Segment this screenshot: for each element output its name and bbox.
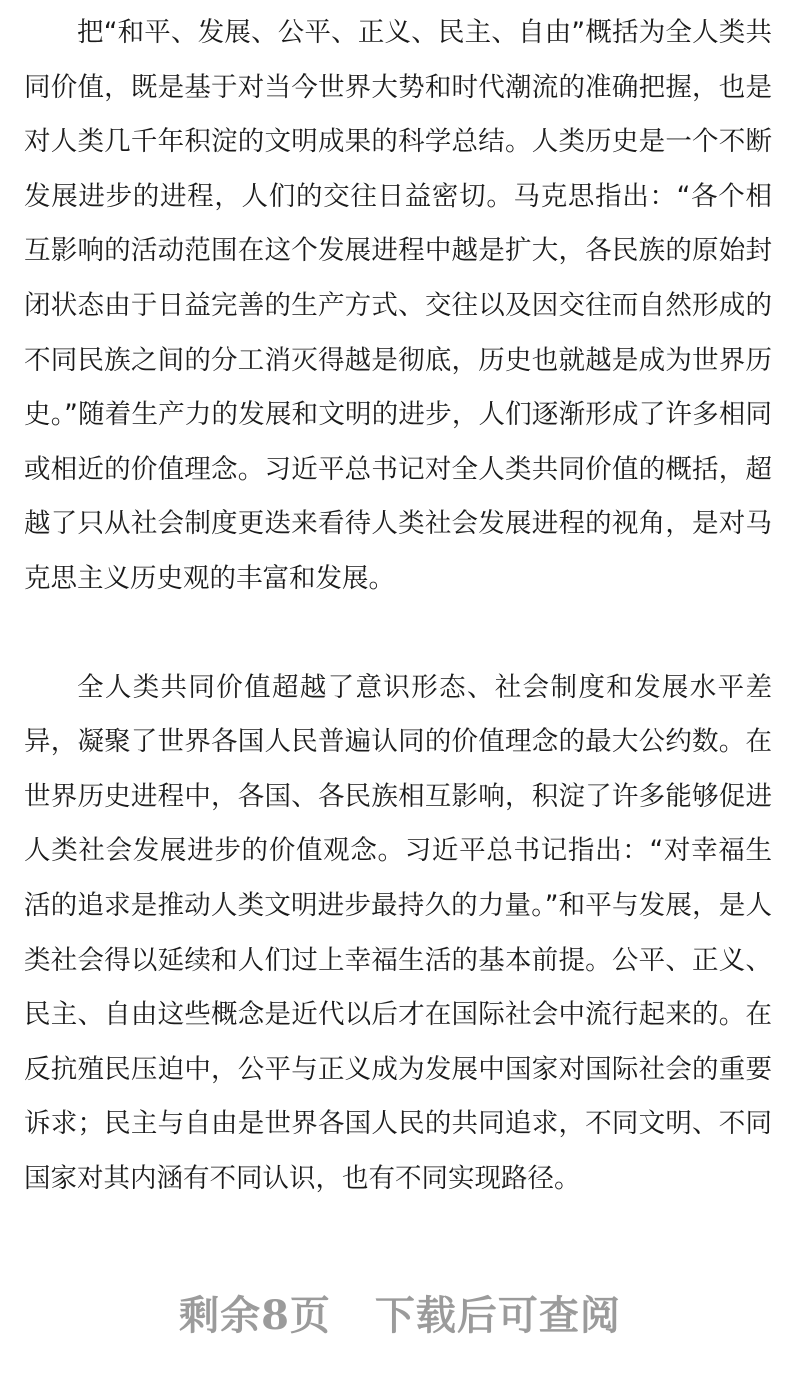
remaining-pages-label: 剩余8页 [179, 1292, 331, 1339]
paragraph: 把“和平、发展、公平、正义、民主、自由”概括为全人类共同价值，既是基于对当今世界大势和时代潮流的准确把握，也是对人类几千年积淀的文明成果的科学总结。人类历史是一个不断发展进步的进程，人们的交往日益密切。马克思指出：“各个相互影响的活动范围在这个发展进程中越是扩大，各民族的原始封闭状态由于日益完善的生产方式、交往以及因交往而自然形成的不同民族之间的分工消灭得越是彻底，历史也就越是成为世界历史。”随着生产力的发展和文明的进步，人们逐渐形成了许多相同或相近的价值理念。习近平总书记对全人类共同价值的概括，超越了只从社会制度更迭来看待人类社会发展进程的视角，是对马克思主义历史观的丰富和发展。 [24, 17, 772, 594]
download-prompt-banner[interactable] [0, 1284, 800, 1341]
document-body [24, 6, 772, 1206]
paragraph: 全人类共同价值超越了意识形态、社会制度和发展水平差异，凝聚了世界各国人民普遍认同的价值理念的最大公约数。在世界历史进程中，各国、各民族相互影响，积淀了许多能够促进人类社会发展进步的价值观念。习近平总书记指出：“对幸福生活的追求是推动人类文明进步最持久的力量。”和平与发展，是人类社会得以延续和人们过上幸福生活的基本前提。公平、正义、民主、自由这些概念是近代以后才在国际社会中流行起来的。在反抗殖民压迫中，公平与正义成为发展中国家对国际社会的重要诉求；民主与自由是世界各国人民的共同追求，不同文明、不同国家对其内涵有不同认识，也有不同实现路径。 [24, 671, 772, 1194]
download-to-view-label[interactable]: 下载后可查阅 [374, 1292, 621, 1339]
